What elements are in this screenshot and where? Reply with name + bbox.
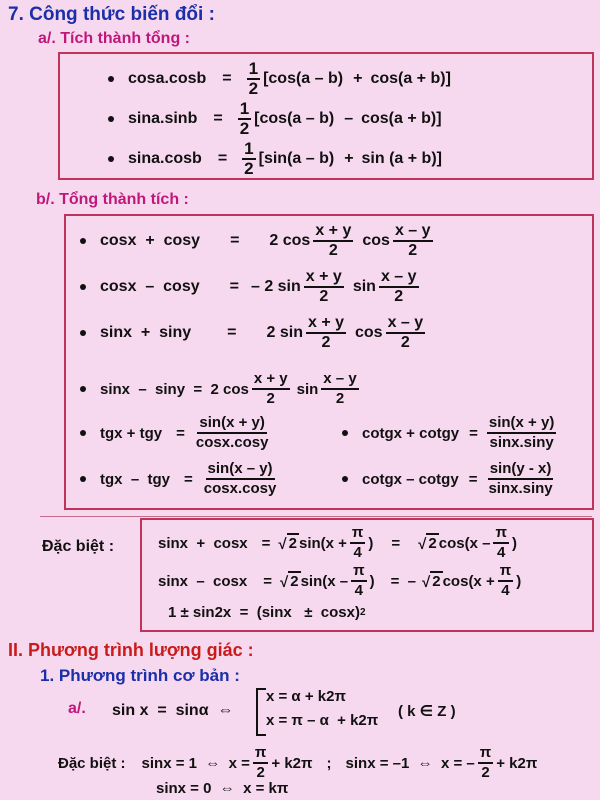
equals-sign: = – xyxy=(390,572,417,590)
separator: ; xyxy=(326,754,332,772)
sinx-eq-1: sinx = 1 ⇔ x = xyxy=(141,754,250,772)
divider-line xyxy=(40,516,592,517)
equals-sign: = xyxy=(227,324,237,341)
fraction-pi-2: $\frac{\pi}{2}$ xyxy=(479,744,492,781)
special-solution-row xyxy=(58,744,537,782)
rhs-term-1: [cos(a – b) xyxy=(263,70,344,87)
fraction-diff: $\frac{x - y}{2}$ xyxy=(323,370,357,407)
k2pi-term: + k2π xyxy=(496,754,538,772)
equals-sign: = xyxy=(230,232,240,249)
formula-row-b2 xyxy=(80,268,422,306)
function-name: sin xyxy=(296,380,319,398)
equals-sign: = xyxy=(222,70,232,87)
formula-row-tg-sum xyxy=(80,414,273,452)
formula-lhs: cosa.cosb xyxy=(128,70,207,87)
bullet-icon xyxy=(108,76,114,82)
fraction-diff: $\frac{x - y}{2}$ xyxy=(387,314,424,351)
fraction-sum: $\frac{x + y}{2}$ xyxy=(253,370,288,407)
close-paren: ) xyxy=(511,534,517,552)
integer-condition: ( k ∈ Z ) xyxy=(398,703,456,720)
formula-row-a1 xyxy=(108,60,451,98)
k2pi-term: + k2π xyxy=(271,754,313,772)
fraction-pi-4: $\frac{\pi}{4}$ xyxy=(495,524,507,561)
formula-lhs: tgx – tgy xyxy=(100,470,171,488)
equals-sign: = xyxy=(184,470,193,488)
fraction-diff: $\frac{x - y}{2}$ xyxy=(394,222,431,259)
fraction-pi-4: $\frac{\pi}{4}$ xyxy=(353,562,365,599)
close-paren: ) xyxy=(368,534,374,552)
special-row-1 xyxy=(158,524,517,562)
formula-row-cotg-diff xyxy=(342,460,558,498)
equals-sign: = xyxy=(263,572,272,590)
equation-sinx-sina: sin x = sinα ⇔ xyxy=(112,702,234,719)
sin-term: sin(x – xyxy=(300,572,349,590)
sqrt-symbol: √ 2 xyxy=(418,535,437,553)
formula-row-a2 xyxy=(108,100,442,138)
sqrt-symbol: √ 2 xyxy=(279,573,299,591)
formula-lhs: cosx + cosy xyxy=(100,232,201,249)
fraction-half: $\frac{1}{2}$ xyxy=(239,99,250,138)
formula-row-a3 xyxy=(108,140,442,178)
bullet-icon xyxy=(80,284,86,290)
fraction-half: $\frac{1}{2}$ xyxy=(248,59,259,98)
equals-sign: = xyxy=(229,278,239,295)
fraction-cotg: $\frac{\sin(x + y)}{\sin x.\sin y}$ xyxy=(488,414,555,451)
special-row-2 xyxy=(158,562,521,600)
close-paren: ) xyxy=(516,572,522,590)
section-7-title: 7. Công thức biến đổi : xyxy=(8,4,215,25)
sin-term: sin(x + xyxy=(298,534,347,552)
fraction-pi-4: $\frac{\pi}{4}$ xyxy=(351,524,364,561)
equals-sign: = xyxy=(213,110,223,127)
rhs-term-2: cos(a + b)] xyxy=(361,110,442,127)
special-label-2: Đặc biệt : xyxy=(58,754,126,772)
rhs-term-2: sin (a + b)] xyxy=(361,150,442,167)
fraction-tg: $\frac{\sin(x - y)}{\cos x.\cos y}$ xyxy=(203,460,277,497)
formula-row-cotg-sum xyxy=(342,414,559,452)
operator: – xyxy=(344,110,354,127)
fraction-cotg: $\frac{\sin(y - x)}{\sin x.\sin y}$ xyxy=(488,460,553,497)
formula-lhs: sina.sinb xyxy=(128,110,198,127)
solution-case-2: x = π – α + k2π xyxy=(266,712,379,729)
sqrt-symbol: √ 2 xyxy=(278,535,297,553)
formula-lhs: cotgx – cotgy xyxy=(362,470,459,488)
special-label: Đặc biệt : xyxy=(42,538,115,555)
equals-sign: = xyxy=(391,534,401,552)
formula-lhs: sinx + cosx xyxy=(158,534,248,552)
formula-lhs: cosx – cosy xyxy=(100,278,200,295)
subsection-b-title: b/. Tổng thành tích : xyxy=(36,191,189,208)
system-bracket xyxy=(256,688,266,736)
function-name: cos xyxy=(355,324,383,341)
sqrt-symbol: √ 2 xyxy=(422,573,441,591)
fraction-pi-2: $\frac{\pi}{2}$ xyxy=(254,744,267,781)
formula-row-b3 xyxy=(80,314,428,352)
coefficient: 2 sin xyxy=(266,324,303,341)
formula-row-tg-diff xyxy=(80,460,281,498)
bullet-icon xyxy=(80,430,86,436)
fraction-tg: $\frac{\sin(x + y)}{\cos x.\cos y}$ xyxy=(195,414,269,451)
bullet-icon xyxy=(80,330,86,336)
rhs-term-2: cos(a + b)] xyxy=(370,70,451,87)
fraction-half: $\frac{1}{2}$ xyxy=(244,139,254,178)
solution-case-1: x = α + k2π xyxy=(266,688,346,705)
bullet-icon xyxy=(80,386,86,392)
sinx-eq-0: sinx = 0 ⇔ x = kπ xyxy=(156,780,289,797)
bullet-icon xyxy=(108,116,114,122)
formula-lhs: sinx + siny xyxy=(100,324,192,341)
formula-row-b1 xyxy=(80,222,436,260)
operator: + xyxy=(344,150,354,167)
fraction-sum: $\frac{x + y}{2}$ xyxy=(305,268,342,305)
equals-sign: = xyxy=(176,424,185,442)
fraction-sum: $\frac{x + y}{2}$ xyxy=(307,314,344,351)
formula-row-b4 xyxy=(80,370,362,408)
exponent: 2 xyxy=(359,607,366,618)
section-2-title: II. Phương trình lượng giác : xyxy=(8,640,254,660)
cos-term: cos(x + xyxy=(442,572,495,590)
bullet-icon xyxy=(80,238,86,244)
equals-sign: = xyxy=(469,424,478,442)
rhs-term-1: [cos(a – b) xyxy=(254,110,335,127)
subsection-a-title: a/. Tích thành tổng : xyxy=(38,30,190,47)
formula-lhs: cotgx + cotgy xyxy=(362,424,460,442)
close-paren: ) xyxy=(369,572,375,590)
identity-text: 1 ± sin2x = (sinx ± cosx) xyxy=(168,604,360,621)
special-row-3 xyxy=(168,604,366,621)
fraction-sum: $\frac{x + y}{2}$ xyxy=(315,222,352,259)
bullet-icon xyxy=(342,476,348,482)
formula-lhs: sina.cosb xyxy=(128,150,202,167)
fraction-diff: $\frac{x - y}{2}$ xyxy=(380,268,417,305)
equals-sign: = xyxy=(261,534,271,552)
bullet-icon xyxy=(80,476,86,482)
function-name: cos xyxy=(362,232,390,249)
equals-sign: = xyxy=(217,150,228,167)
coefficient: 2 cos xyxy=(269,232,311,249)
formula-lhs: tgx + tgy xyxy=(100,424,163,442)
coefficient: – 2 sin xyxy=(250,278,301,295)
bullet-icon xyxy=(342,430,348,436)
formula-lhs: sinx – cosx xyxy=(158,572,248,590)
cos-term: cos(x – xyxy=(438,534,491,552)
fraction-pi-4: $\frac{\pi}{4}$ xyxy=(499,562,512,599)
formula-lhs: sinx – siny = 2 cos xyxy=(100,380,249,398)
subsection-1-title: 1. Phương trình cơ bản : xyxy=(40,666,240,685)
rhs-term-1: [sin(a – b) xyxy=(258,150,335,167)
sinx-eq-minus-1: sinx = –1 ⇔ x = – xyxy=(345,754,475,772)
operator: + xyxy=(353,70,363,87)
part-a-label: a/. xyxy=(68,700,86,717)
function-name: sin xyxy=(352,278,376,295)
bullet-icon xyxy=(108,156,114,162)
equals-sign: = xyxy=(468,470,478,488)
